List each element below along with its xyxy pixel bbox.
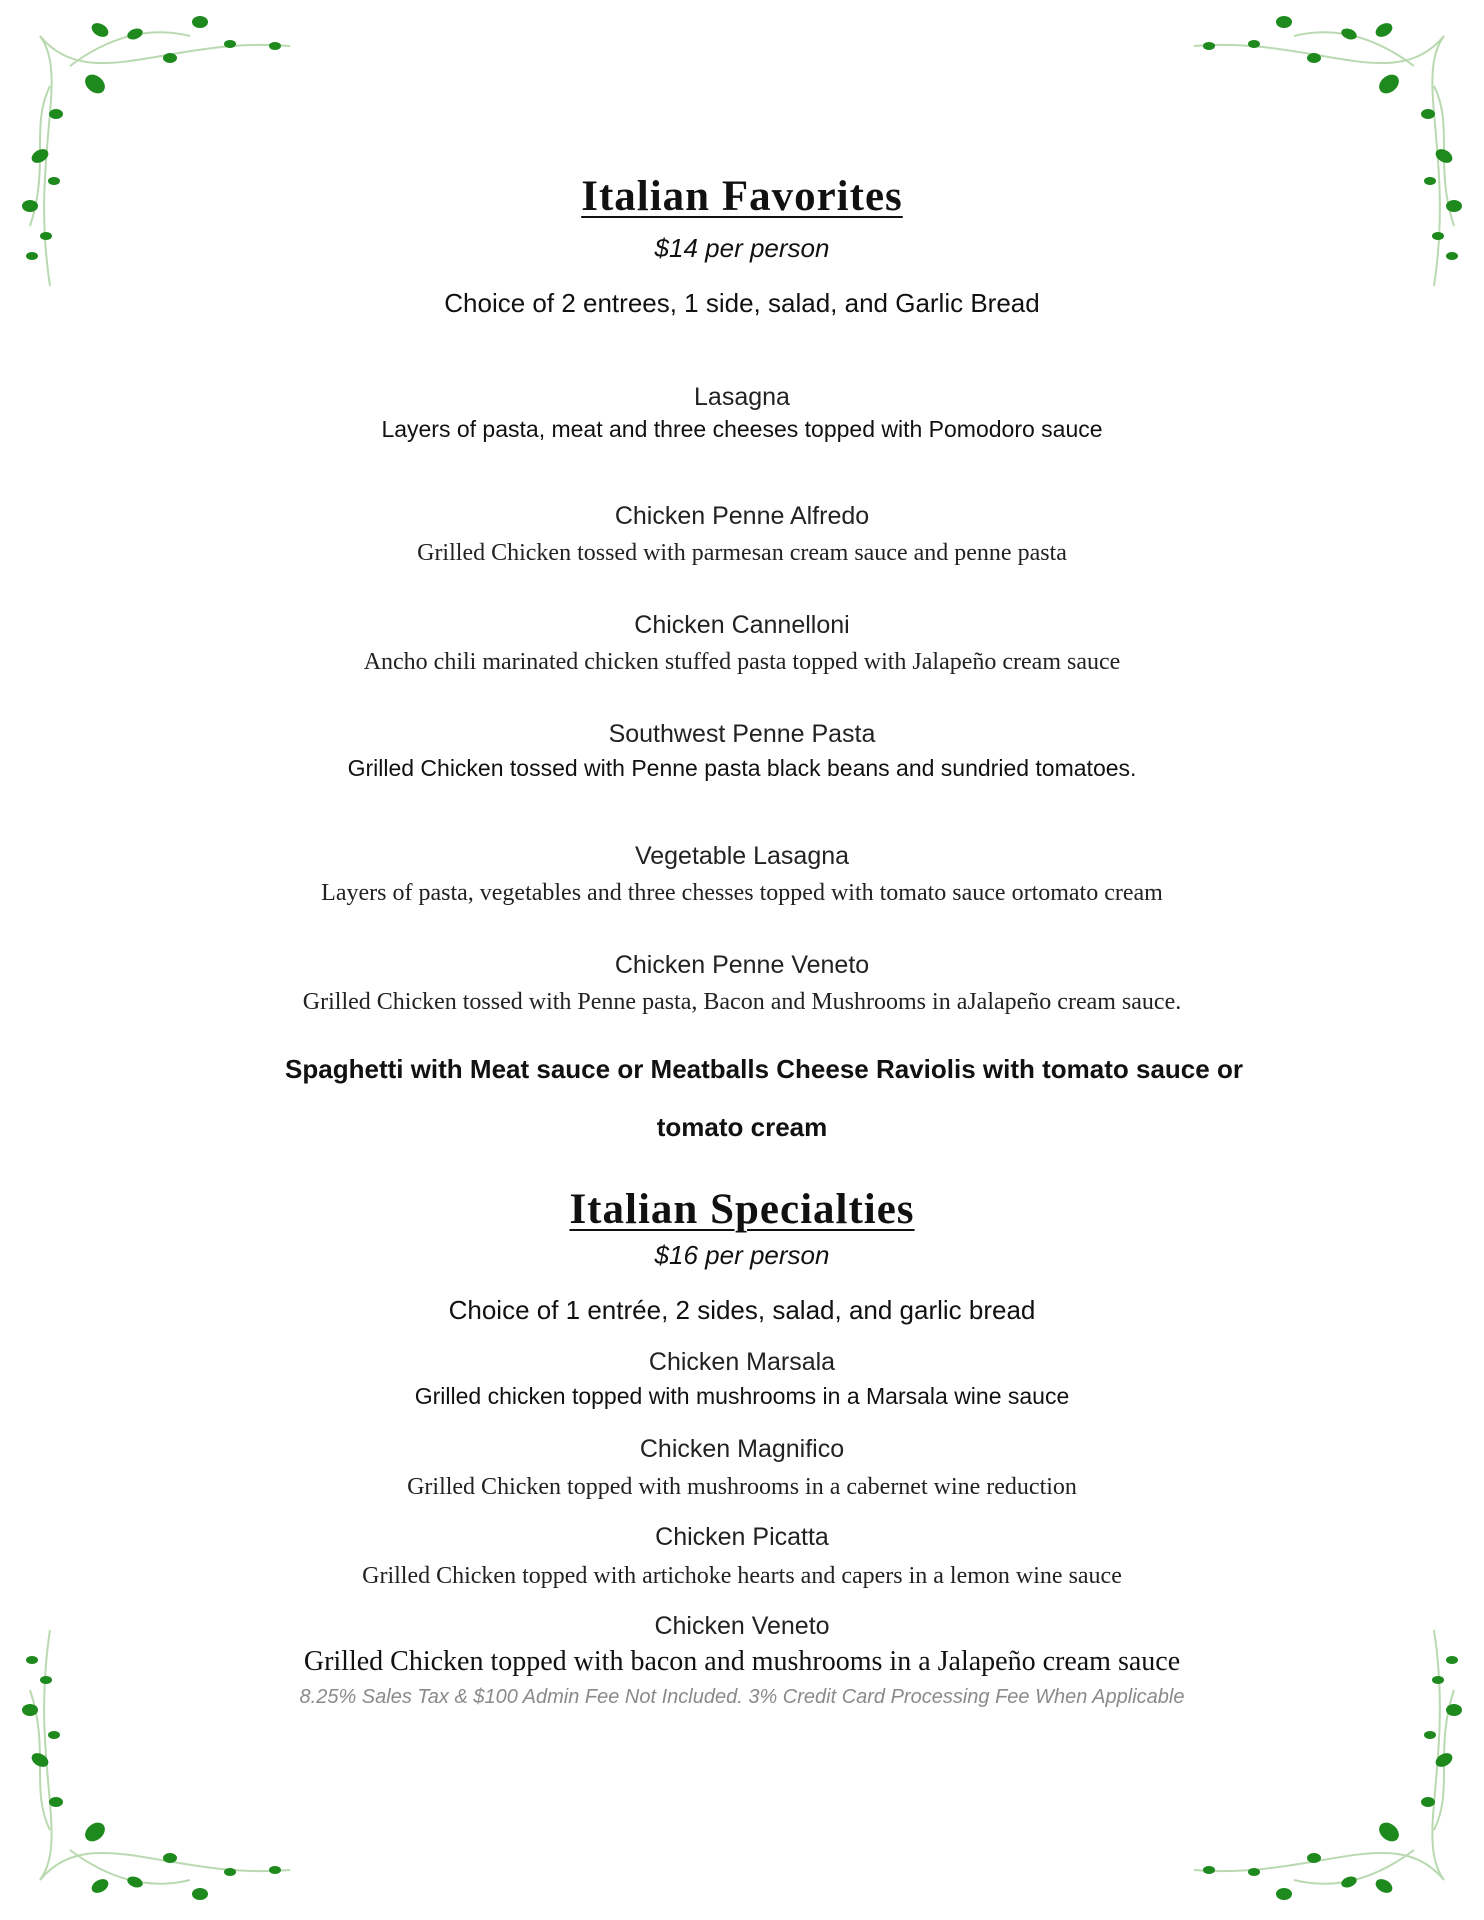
specialties-choice: Choice of 1 entrée, 2 sides, salad, and garlic bread bbox=[448, 1295, 1036, 1325]
menu-item-name: Chicken Penne Veneto bbox=[614, 951, 870, 979]
menu-item-description: Grilled Chicken tossed with Penne pasta black beans and sundried tomatoes. bbox=[347, 755, 1137, 781]
favorites-price: $14 per person bbox=[654, 233, 830, 263]
favorites-choice: Choice of 2 entrees, 1 side, salad, and Garlic Bread bbox=[444, 288, 1040, 318]
menu-item-description: Grilled Chicken topped with bacon and mushrooms in a Jalapeño cream sauce bbox=[303, 1646, 1181, 1677]
menu-item-description: Grilled Chicken topped with artichoke hearts and capers in a lemon wine sauce bbox=[362, 1563, 1122, 1589]
menu-item-description: Grilled Chicken tossed with Penne pasta, Bacon and Mushrooms in aJalapeño cream sauce. bbox=[302, 989, 1182, 1015]
menu-item-description: Grilled Chicken tossed with parmesan cream sauce and penne pasta bbox=[417, 540, 1067, 566]
menu-item-name: Lasagna bbox=[694, 383, 790, 411]
menu-item-name: Southwest Penne Pasta bbox=[608, 720, 876, 748]
favorites-title: Italian Favorites bbox=[581, 173, 903, 220]
specialties-price: $16 per person bbox=[654, 1240, 830, 1270]
menu-item-name: Chicken Cannelloni bbox=[634, 611, 850, 639]
menu-item-description: Grilled chicken topped with mushrooms in a Marsala wine sauce bbox=[414, 1383, 1070, 1409]
menu-item-name: Vegetable Lasagna bbox=[634, 842, 850, 870]
menu-item-description: Layers of pasta, vegetables and three chesses topped with tomato sauce ortomato cream bbox=[321, 880, 1163, 906]
menu-item-description: Ancho chili marinated chicken stuffed pasta topped with Jalapeño cream sauce bbox=[363, 649, 1121, 675]
fine-print: 8.25% Sales Tax & $100 Admin Fee Not Included. 3% Credit Card Processing Fee When Applicable bbox=[299, 1686, 1185, 1708]
menu-item-name: Chicken Picatta bbox=[655, 1523, 829, 1551]
menu-item-name: Chicken Veneto bbox=[654, 1612, 830, 1640]
menu-item-description: Grilled Chicken topped with mushrooms in a cabernet wine reduction bbox=[407, 1474, 1077, 1500]
favorites-note-continued: tomato cream bbox=[656, 1112, 828, 1142]
menu-item-description: Layers of pasta, meat and three cheeses topped with Pomodoro sauce bbox=[381, 416, 1103, 442]
favorites-note: Spaghetti with Meat sauce or Meatballs Cheese Raviolis with tomato sauce or bbox=[285, 1054, 1243, 1084]
menu-item-name: Chicken Penne Alfredo bbox=[614, 502, 870, 530]
menu-item-name: Chicken Marsala bbox=[648, 1348, 836, 1376]
specialties-title: Italian Specialties bbox=[569, 1186, 915, 1233]
menu-item-name: Chicken Magnifico bbox=[639, 1435, 845, 1463]
